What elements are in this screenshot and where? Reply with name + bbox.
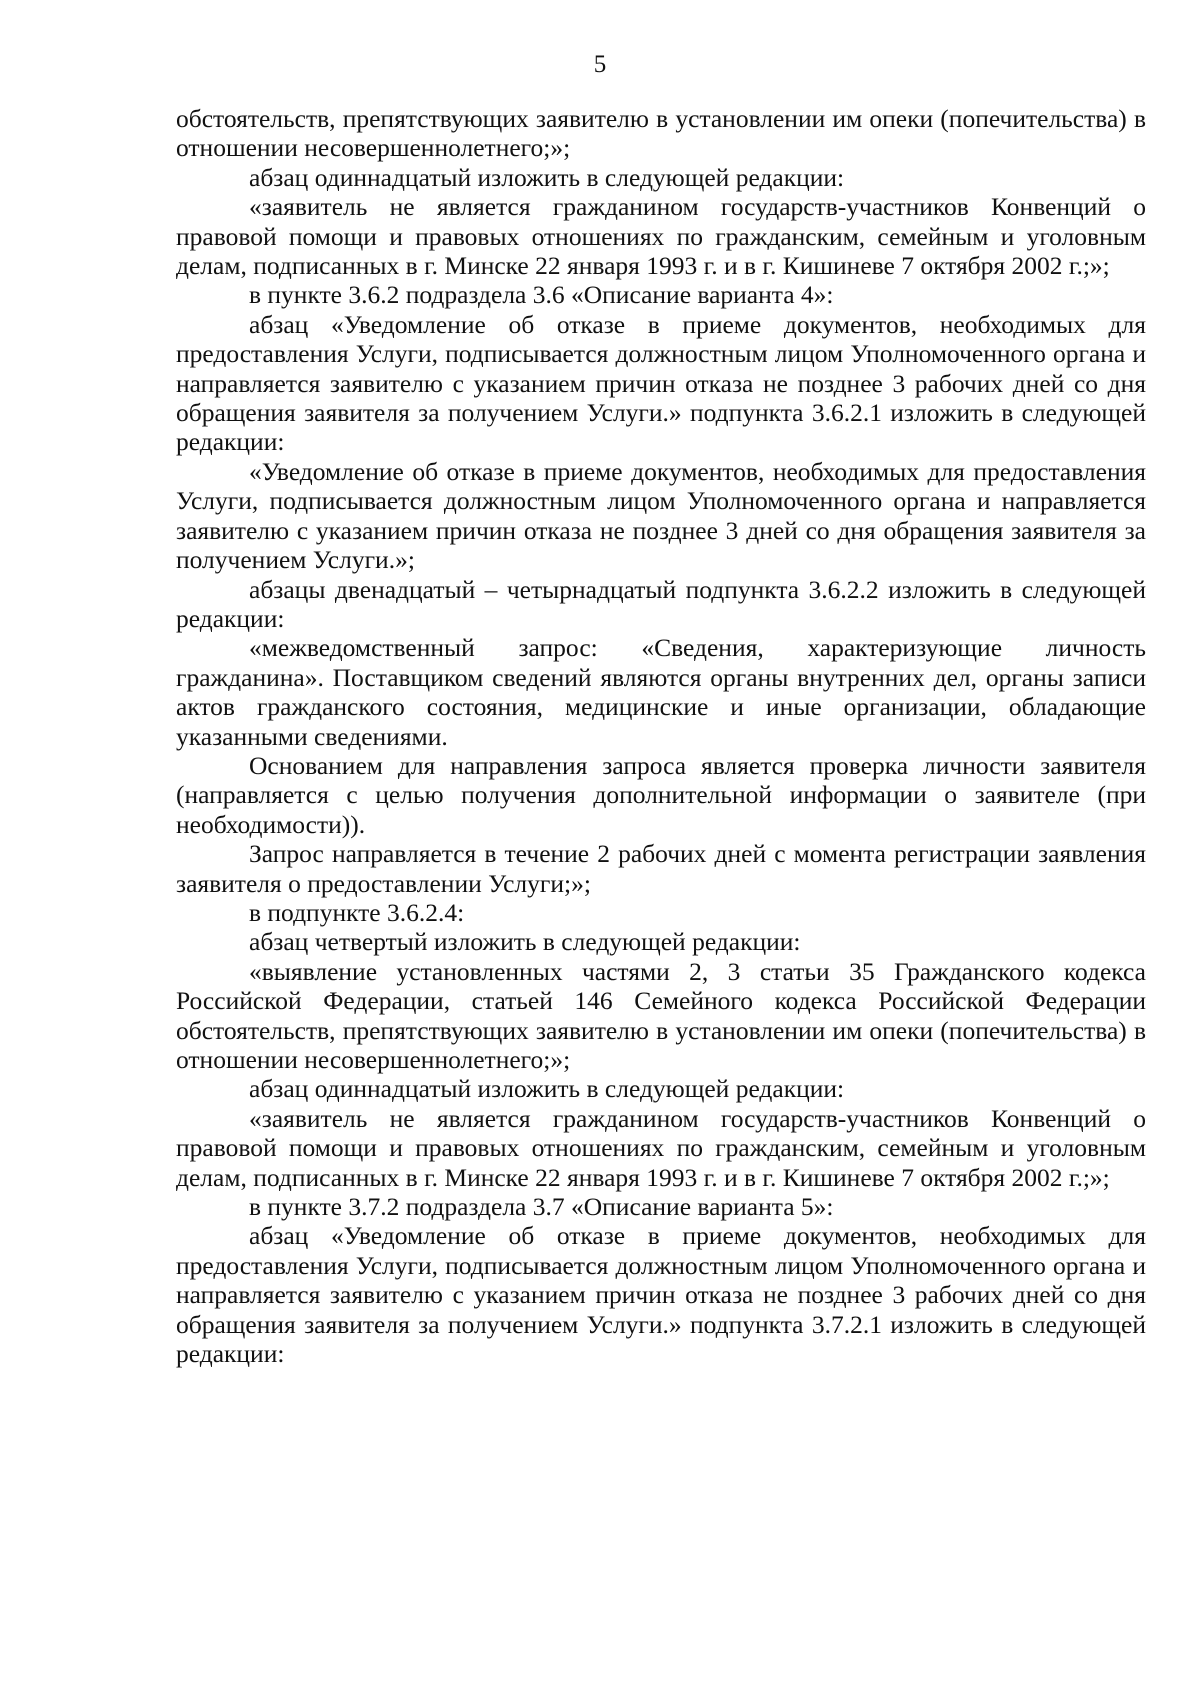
- paragraph: в подпункте 3.6.2.4:: [249, 897, 465, 927]
- paragraph: абзац четвертый изложить в следующей редакции:: [249, 927, 801, 957]
- paragraph: абзац «Уведомление об отказе в приеме документов, необходимых для предоставления Услуги, подписывается должностным лицом Уполномоченного органа и направляется заявителю с указанием причин отказа не позднее 3 рабочих дней со дня обращения заявителя за получением Услуги.» подпункта 3.7.2.1 изложить в следующей редакции:: [176, 1221, 1146, 1369]
- paragraph: абзац одиннадцатый изложить в следующей редакции:: [249, 162, 845, 192]
- paragraph: «выявление установленных частями 2, 3 статьи 35 Гражданского кодекса Российской Федерации, статьей 146 Семейного кодекса Российской Федерации обстоятельств, препятствующих заявителю в установлении им опеки (попечительства) в отношении несовершеннолетнего;»;: [176, 956, 1146, 1074]
- paragraph: Запрос направляется в течение 2 рабочих дней с момента регистрации заявления заявителя о предоставлении Услуги;»;: [176, 839, 1146, 898]
- paragraph: в пункте 3.7.2 подраздела 3.7 «Описание варианта 5»:: [249, 1192, 834, 1222]
- paragraph: «заявитель не является гражданином государств-участников Конвенций о правовой помощи и правовых отношениях по гражданским, семейным и уголовным делам, подписанных в г. Минске 22 января 1993 г. и в г. Кишиневе 7 октября 2002 г.;»;: [176, 192, 1146, 281]
- paragraph: обстоятельств, препятствующих заявителю в установлении им опеки (попечительства) в отношении несовершеннолетнего;»;: [176, 104, 1146, 163]
- paragraph: «Уведомление об отказе в приеме документов, необходимых для предоставления Услуги, подписывается должностным лицом Уполномоченного органа и направляется заявителю с указанием причин отказа не позднее 3 дней со дня обращения заявителя за получением Услуги.»;: [176, 456, 1146, 575]
- paragraph: абзац «Уведомление об отказе в приеме документов, необходимых для предоставления Услуги, подписывается должностным лицом Уполномоченного органа и направляется заявителю с указанием причин отказа не позднее 3 рабочих дней со дня обращения заявителя за получением Услуги.» подпункта 3.6.2.1 изложить в следующей редакции:: [176, 309, 1146, 457]
- document-body: [176, 104, 1146, 1368]
- paragraph: Основанием для направления запроса является проверка личности заявителя (направляется с целью получения дополнительной информации о заявителе (при необходимости)).: [176, 750, 1146, 839]
- paragraph: «межведомственный запрос: «Сведения, характеризующие личность гражданина». Поставщиком сведений являются органы внутренних дел, органы записи актов гражданского состояния, медицинские и иные организации, обладающие указанными сведениями.: [176, 633, 1146, 751]
- paragraph: в пункте 3.6.2 подраздела 3.6 «Описание варианта 4»:: [249, 280, 834, 310]
- page-number: 5: [593, 51, 607, 78]
- paragraph: «заявитель не является гражданином государств-участников Конвенций о правовой помощи и правовых отношениях по гражданским, семейным и уголовным делам, подписанных в г. Минске 22 января 1993 г. и в г. Кишиневе 7 октября 2002 г.;»;: [176, 1103, 1146, 1192]
- paragraph: абзац одиннадцатый изложить в следующей редакции:: [249, 1074, 845, 1104]
- paragraph: абзацы двенадцатый – четырнадцатый подпункта 3.6.2.2 изложить в следующей редакции:: [176, 574, 1146, 633]
